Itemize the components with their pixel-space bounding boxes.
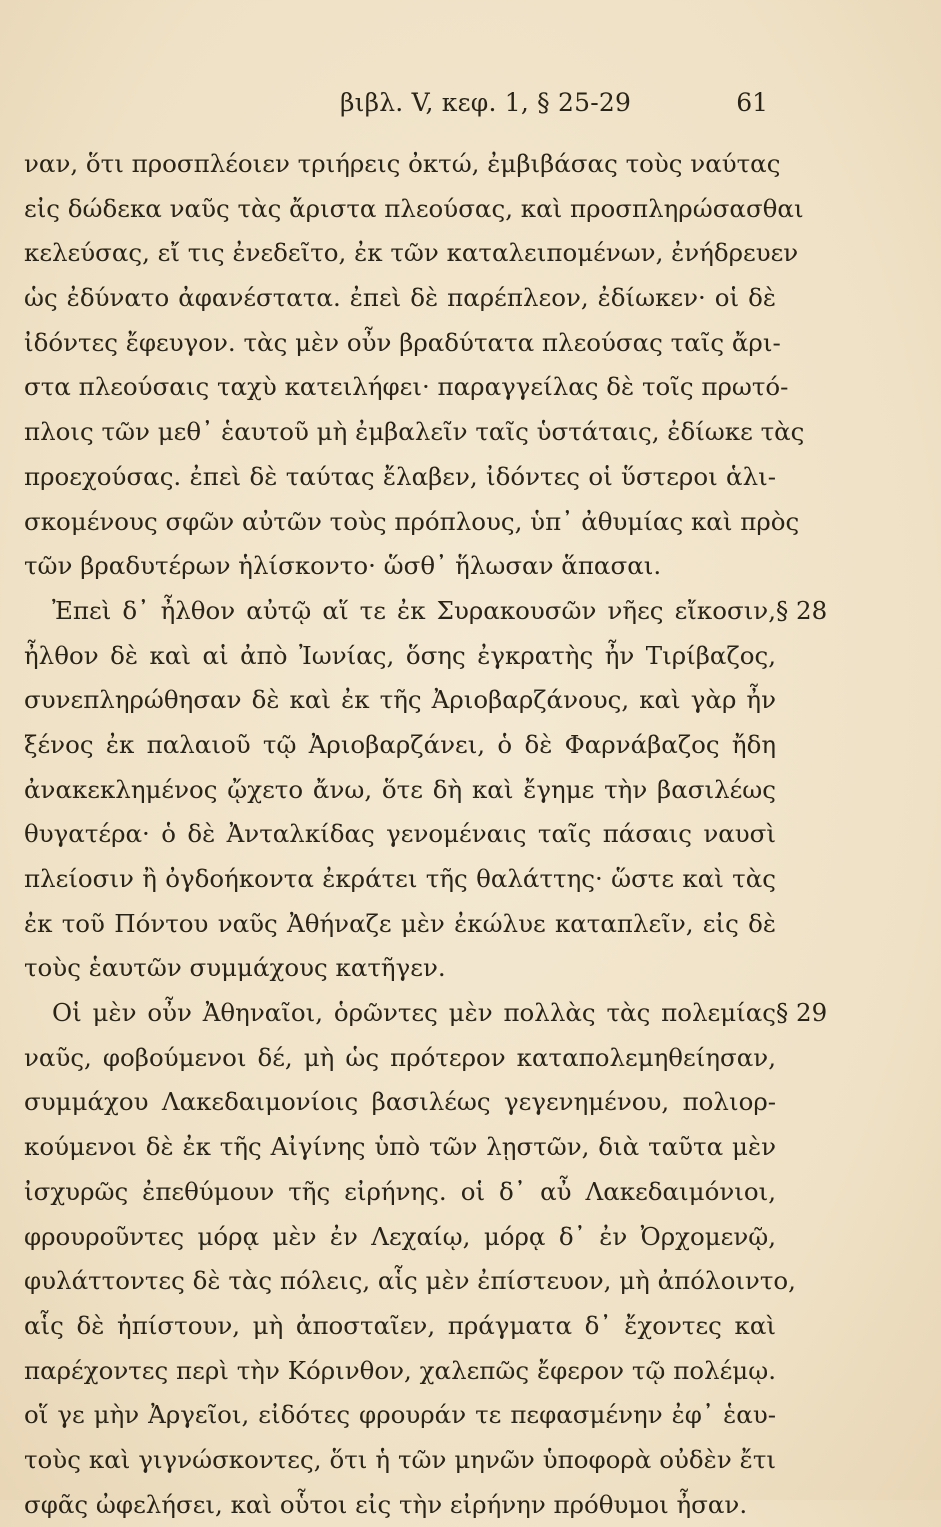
text-line: τοὺς ἑαυτῶν συμμάχους κατῆγεν. xyxy=(24,953,446,983)
text-line: παρέχοντες περὶ τὴν Κόρινθον, χαλεπῶς ἔφερον τῷ πολέμῳ. xyxy=(24,1355,776,1385)
text-line: ναν, ὅτι προσπλέοιεν τριήρεις ὀκτώ, ἐμβιβάσας τοὺς ναύτας xyxy=(24,149,781,178)
text-line: στα πλεούσαις ταχὺ κατειλήφει· παραγγείλας δὲ τοῖς πρωτό- xyxy=(24,372,789,402)
text-line: ἐκ τοῦ Πόντου ναῦς Ἀθήναζε μὲν ἐκώλυε καταπλεῖν, εἰς δὲ xyxy=(24,908,776,938)
text-line: συνεπληρώθησαν δὲ καὶ ἐκ τῆς Ἀριοβαρζάνους, καὶ γὰρ ἦν xyxy=(24,685,776,715)
text-line: σκομένους σφῶν αὐτῶν τοὺς πρόπλους, ὑπ᾽ ἀθυμίας καὶ πρὸς xyxy=(24,506,800,536)
page-number: 61 xyxy=(736,88,768,117)
text-line: τοὺς καὶ γιγνώσκοντες, ὅτι ἡ τῶν μηνῶν ὑποφορὰ οὐδὲν ἔτι xyxy=(24,1444,776,1474)
running-head: βιβλ. V, κεφ. 1, § 25-29 xyxy=(339,88,632,117)
text-line: ἦλθον δὲ καὶ αἱ ἀπὸ Ἰωνίας, ὅσης ἐγκρατὴς ἦν Τιρίβαζος, xyxy=(24,640,776,670)
text-line: συμμάχου Λακεδαιμονίοις βασιλέως γεγενημένου, πολιορ- xyxy=(24,1087,776,1117)
text-line: κούμενοι δὲ ἐκ τῆς Αἰγίνης ὑπὸ τῶν λῃστῶν, διὰ ταῦτα μὲν xyxy=(24,1132,776,1162)
text-line: φυλάττοντες δὲ τὰς πόλεις, αἷς μὲν ἐπίστευον, μὴ ἀπόλοιντο, xyxy=(24,1266,796,1296)
text-line: οἵ γε μὴν Ἀργεῖοι, εἰδότες φρουράν τε πεφασμένην ἐφ᾽ ἑαυ- xyxy=(24,1400,776,1430)
text-line: πλοις τῶν μεθ᾽ ἑαυτοῦ μὴ ἐμβαλεῖν ταῖς ὑστάταις, ἐδίωκε τὰς xyxy=(24,417,805,447)
text-line: τῶν βραδυτέρων ἡλίσκοντο· ὥσθ᾽ ἥλωσαν ἅπασαι. xyxy=(24,551,662,581)
text-line: κελεύσας, εἴ τις ἐνεδεῖτο, ἐκ τῶν καταλειπομένων, ἐνήδρευεν xyxy=(24,238,799,268)
text-line: Ἐπεὶ δ᾽ ἦλθον αὐτῷ αἵ τε ἐκ Συρακουσῶν νῆες εἴκοσιν, xyxy=(52,595,776,625)
page-header xyxy=(0,88,941,128)
margin-section-number: § 29 xyxy=(776,998,828,1027)
text-line: σφᾶς ὠφελήσει, καὶ οὗτοι εἰς τὴν εἰρήνην πρόθυμοι ἦσαν. xyxy=(24,1489,748,1519)
text-line: Οἱ μὲν οὖν Ἀθηναῖοι, ὁρῶντες μὲν πολλὰς τὰς πολεμίας xyxy=(52,998,776,1028)
text-line: αἷς δὲ ἠπίστουν, μὴ ἀποσταῖεν, πράγματα δ᾽ ἔχοντες καὶ xyxy=(24,1310,776,1340)
text-line: ἰσχυρῶς ἐπεθύμουν τῆς εἰρήνης. οἱ δ᾽ αὖ Λακεδαιμόνιοι, xyxy=(24,1176,776,1206)
text-line: ναῦς, φοβούμενοι δέ, μὴ ὡς πρότερον καταπολεμηθείησαν, xyxy=(24,1042,776,1072)
text-line: πλείοσιν ἢ ὀγδοήκοντα ἐκράτει τῆς θαλάττης· ὥστε καὶ τὰς xyxy=(24,864,776,893)
text-line: εἰς δώδεκα ναῦς τὰς ἄριστα πλεούσας, καὶ προσπληρώσασθαι xyxy=(24,193,804,223)
text-line: ἀνακεκλημένος ᾤχετο ἄνω, ὅτε δὴ καὶ ἔγημε τὴν βασιλέως xyxy=(24,774,776,804)
text-line: ὡς ἐδύνατο ἀφανέστατα. ἐπεὶ δὲ παρέπλεον, ἐδίωκεν· οἱ δὲ xyxy=(24,283,776,313)
text-line: θυγατέρα· ὁ δὲ Ἀνταλκίδας γενομέναις ταῖς πάσαις ναυσὶ xyxy=(24,819,776,849)
text-line: ἰδόντες ἔφευγον. τὰς μὲν οὖν βραδύτατα πλεούσας ταῖς ἄρι- xyxy=(24,327,781,357)
text-line: προεχούσας. ἐπεὶ δὲ ταύτας ἔλαβεν, ἰδόντες οἱ ὕστεροι ἁλι- xyxy=(24,461,776,491)
text-line: ξένος ἐκ παλαιοῦ τῷ Ἀριοβαρζάνει, ὁ δὲ Φαρνάβαζος ἤδη xyxy=(24,729,776,759)
margin-section-number: § 28 xyxy=(776,596,828,625)
text-line: φρουροῦντες μόρᾳ μὲν ἐν Λεχαίῳ, μόρᾳ δ᾽ ἐν Ὀρχομενῷ, xyxy=(24,1221,776,1251)
